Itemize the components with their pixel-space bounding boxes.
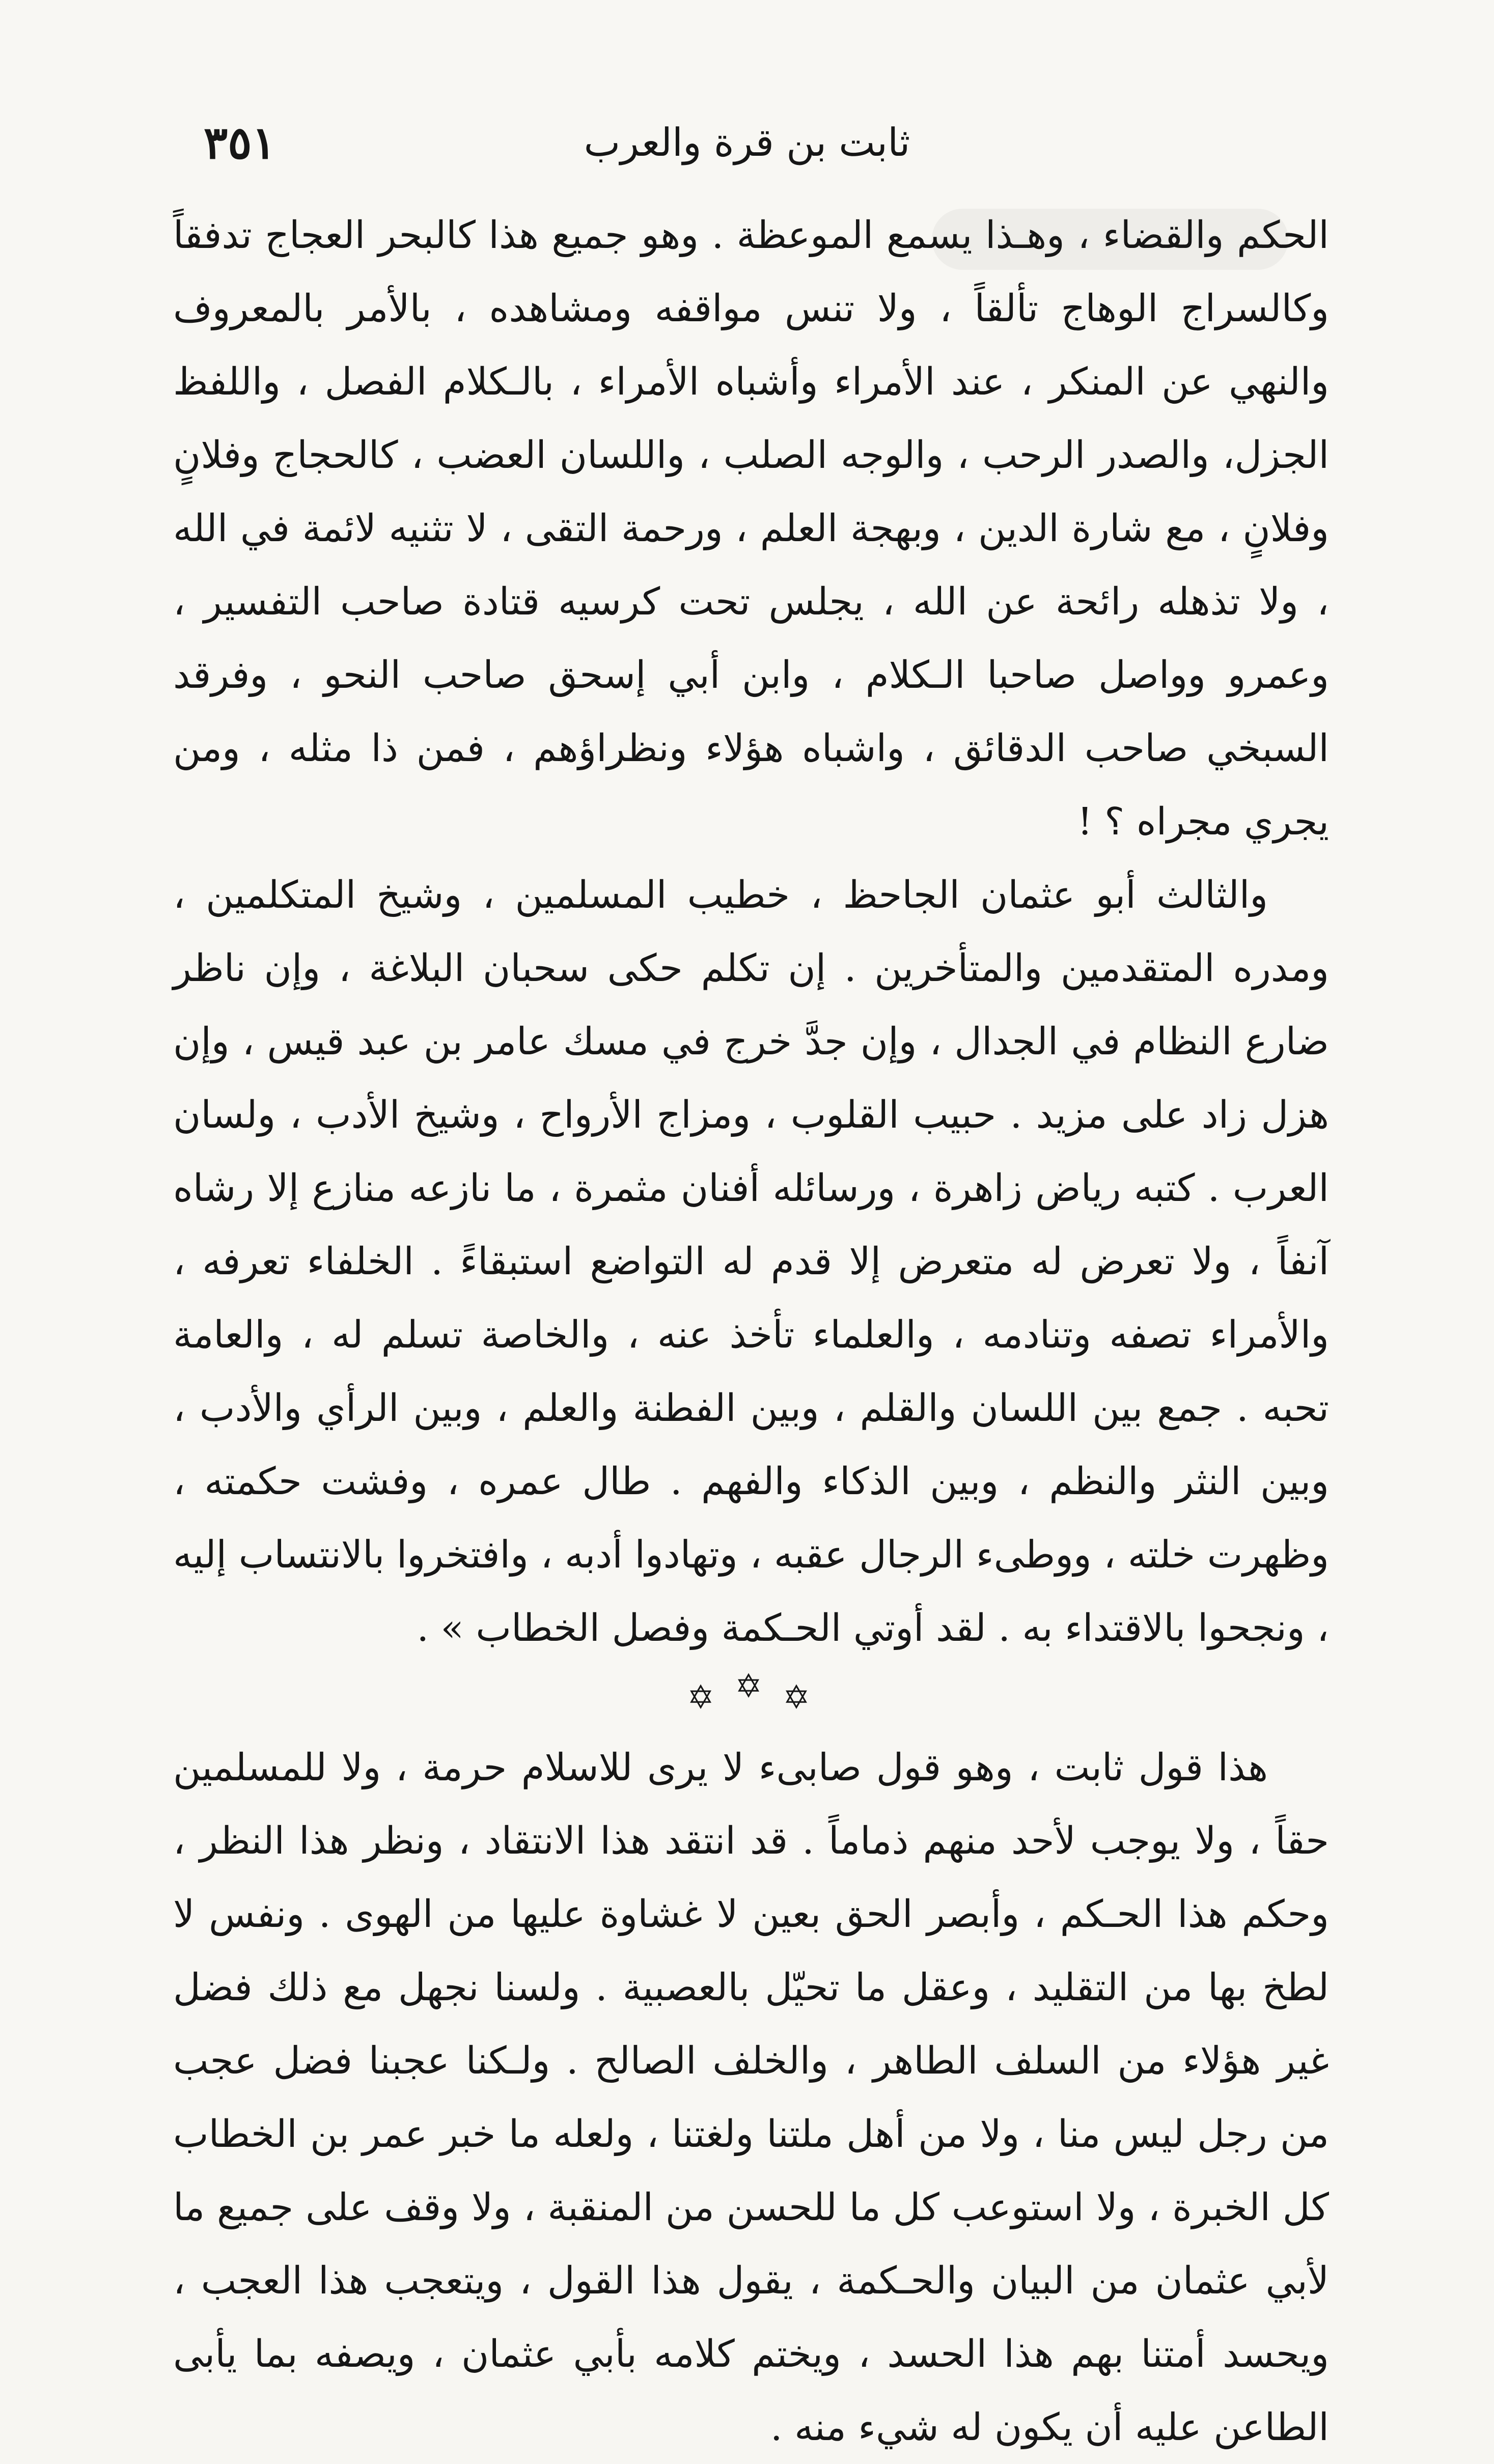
running-head: [0, 107, 1494, 178]
paragraph-3: هذا قول ثابت ، وهو قول صابىء لا يرى للاسلام حرمة ، ولا للمسلمين حقاً ، ولا يوجب لأحد منهم ذماماً . قد انتقد هذا الانتقاد ، ونظر هذا النظر ، وحكم هذا الحـكم ، وأبصر الحق بعين لا غشاوة عليها من الهوى . ونفس لا لطخ بها من التقليد ، وعقل ما تحيّل بالعصبية . ولسنا نجهل مع ذلك فضل غير هؤلاء من السلف الطاهر ، والخلف الصالح . ولـكنا عجبنا فضل عجب من رجل ليس منا ، ولا من أهل ملتنا ولغتنا ، ولعله ما خبر عمر بن الخطاب كل الخبرة ، ولا استوعب كل ما للحسن من المنقبة ، ولا وقف على جميع ما لأبي عثمان من البيان والحـكمة ، يقول هذا القول ، ويتعجب هذا العجب ، ويحسد أمتنا بهم هذا الحسد ، ويختم كلامه بأبي عثمان ، ويصفه بما يأبى الطاعن عليه أن يكون له شيء منه .: [173, 1746, 1329, 2449]
section-separator: [173, 1665, 1329, 1731]
star-icon: ✡: [735, 1668, 767, 1705]
star-icon: ✡: [687, 1679, 720, 1717]
body-text: [173, 199, 1329, 2464]
running-title: ثابت بن قرة والعرب: [584, 120, 910, 165]
page-number: ٣٥١: [204, 116, 276, 169]
paragraph-2: والثالث أبو عثمان الجاحظ ، خطيب المسلمين ، وشيخ المتكلمين ، ومدره المتقدمين والمتأخرين . إن تكلم حكى سحبان البلاغة ، وإن ناظر ضارع النظام في الجدال ، وإن جدَّ خرج في مسك عامر بن عبد قيس ، وإن هزل زاد على مزيد . حبيب القلوب ، ومزاج الأرواح ، وشيخ الأدب ، ولسان العرب . كتبه رياض زاهرة ، ورسائله أفنان مثمرة ، ما نازعه منازع إلا رشاه آنفاً ، ولا تعرض له متعرض إلا قدم له التواضع استبقاءً . الخلفاء تعرفه ، والأمراء تصفه وتنادمه ، والعلماء تأخذ عنه ، والخاصة تسلم له ، والعامة تحبه . جمع بين اللسان والقلم ، وبين الفطنة والعلم ، وبين الرأي والأدب ، وبين النثر والنظم ، وبين الذكاء والفهم . طال عمره ، وفشت حكمته ، وظهرت خلته ، ووطىء الرجال عقبه ، وتهادوا أدبه ، وافتخروا بالانتساب إليه ، ونجحوا بالاقتداء به . لقد أوتي الحـكمة وفصل الخطاب » .: [173, 873, 1329, 1650]
star-icon: ✡: [783, 1679, 815, 1717]
paragraph-1: الحكم والقضاء ، وهـذا يسمع الموعظة . وهو جميع هذا كالبحر العجاج تدفقاً وكالسراج الوهاج تألقاً ، ولا تنس مواقفه ومشاهده ، بالأمر بالمعروف والنهي عن المنكر ، عند الأمراء وأشباه الأمراء ، بالـكلام الفصل ، واللفظ الجزل، والصدر الرحب ، والوجه الصلب ، واللسان العضب ، كالحجاج وفلانٍ وفلانٍ ، مع شارة الدين ، وبهجة العلم ، ورحمة التقى ، لا تثنيه لائمة في الله ، ولا تذهله رائحة عن الله ، يجلس تحت كرسيه قتادة صاحب التفسير ، وعمرو وواصل صاحبا الـكلام ، وابن أبي إسحق صاحب النحو ، وفرقد السبخي صاحب الدقائق ، واشباه هؤلاء ونظراؤهم ، فمن ذا مثله ، ومن يجري مجراه ؟ !: [173, 213, 1329, 844]
